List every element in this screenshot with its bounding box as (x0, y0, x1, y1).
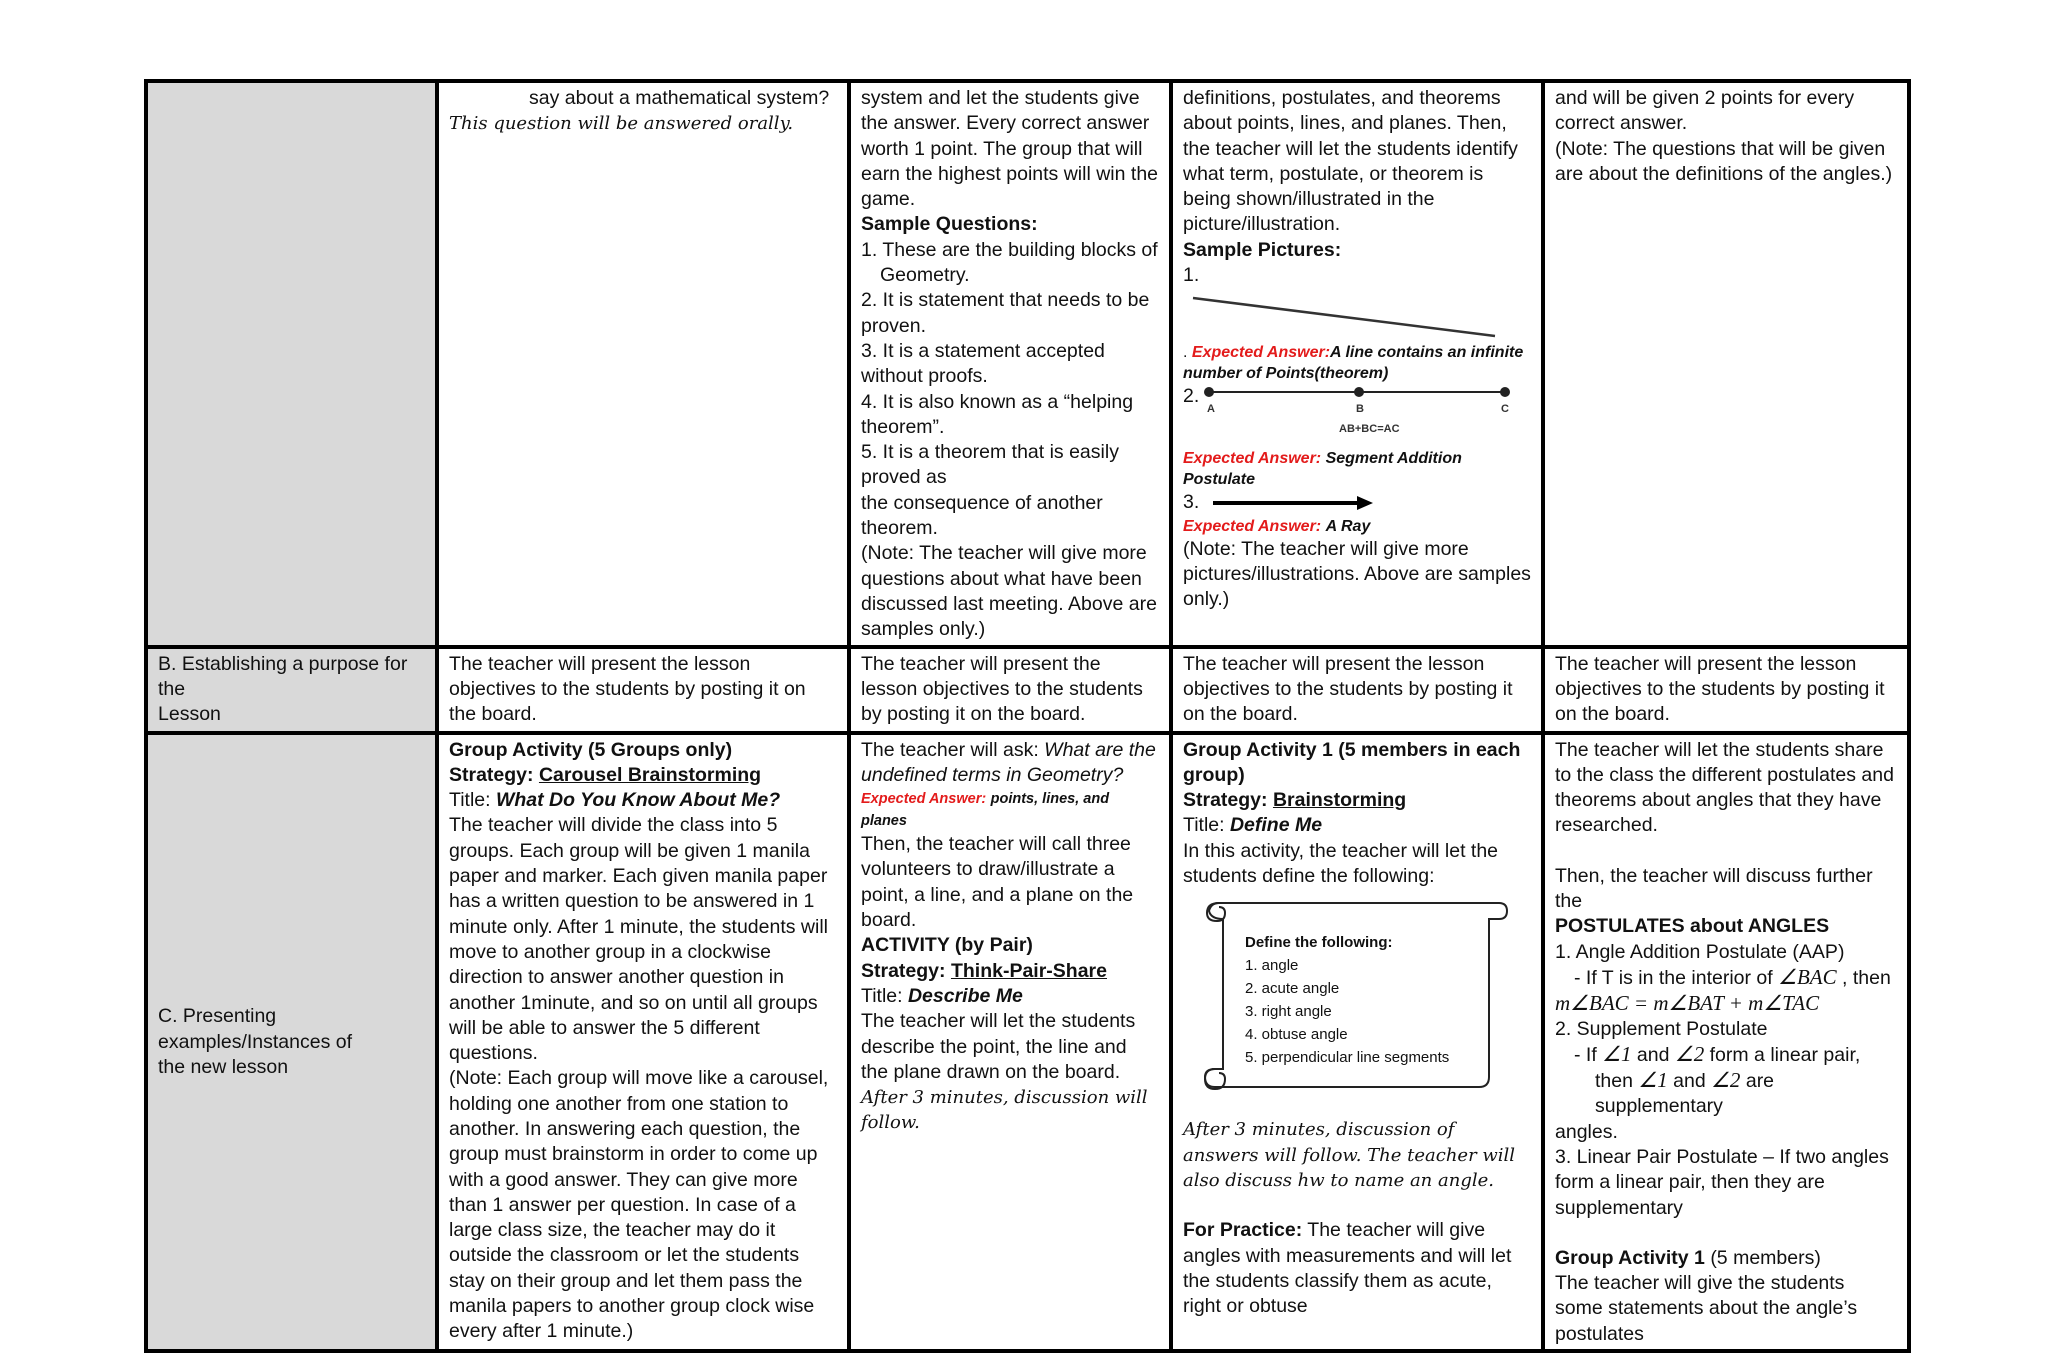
row-label-text: C. Presenting (158, 1005, 277, 1028)
supp-condition: - If ∠1 and ∠2 form a linear pair, (1574, 1041, 1861, 1066)
ray-illustration-row (1183, 490, 1531, 515)
scroll-graphic (1199, 897, 1509, 1097)
title-line: Title: What Do You Know About Me? (449, 789, 781, 812)
cell-row-b-col3 (1171, 647, 1543, 733)
sample-pictures-heading: Sample Pictures: (1183, 238, 1342, 261)
segment-illustration (1199, 384, 1519, 438)
body-text: The teacher will divide the class into 5 groups. Each group will be given 1 manila paper and marker. Each given manila paper has a written question to be answered in 1 minute only. After 1 minute, the students will move to another group in a clockwise direction to answer another question in another 1minute, and so on until all groups will be able to answer the 5 different questions. (449, 814, 828, 1065)
ask-question: What are the undefined terms in Geometry? (861, 738, 1156, 786)
strategy-name: Think-Pair-Share (950, 959, 1107, 982)
cell-row-c-col2 (849, 733, 1171, 1352)
expected-answer-1: . Expected Answer:A line contains an infinite number of Points(theorem) (1183, 344, 1524, 383)
list-item: 2. Supplement Postulate (1555, 1017, 1768, 1040)
body-text: In this activity, the teacher will let the students define the following: (1183, 839, 1499, 888)
angle-bac: ∠BAC (1778, 964, 1837, 989)
cell-row-c-col1 (437, 733, 849, 1352)
cell-row-c-col4 (1543, 733, 1909, 1352)
ask-line: The teacher will ask: What are the undefined terms in Geometry? (861, 738, 1156, 786)
list-item: 2. acute angle (1245, 980, 1340, 998)
table-row (146, 647, 1909, 733)
point-c-label: C (1501, 403, 1510, 416)
supp-conclusion: then ∠1 and ∠2 are supplementary (1595, 1068, 1775, 1118)
activity-heading: Group Activity 1 (5 members in each group) (1183, 738, 1521, 786)
aap-equation: m∠BAC = m∠BAT + m∠TAC (1555, 991, 1820, 1016)
group-activity-line: Group Activity 1 (5 members) (1555, 1246, 1821, 1269)
strategy-line: Strategy: Think-Pair-Share (861, 959, 1107, 982)
list-item: 5. It is a theorem that is easily proved as (861, 441, 1119, 489)
cell-row-a-col1 (437, 81, 849, 647)
list-item: 2. It is statement that needs to be proven. (861, 289, 1150, 337)
note-text: (Note: Each group will move like a carousel, holding one another from one station to another. In answering each question, the group must brainstorm in order to come up with a good answer. They can give more than 1 answer per question. In case of a large class size, the teacher may do it outside the classroom or let the students stay on their group and let them pass the manila papers to another group clock wise every after 1 minute.) (449, 1067, 829, 1343)
row-label-text: the new lesson (158, 1055, 289, 1078)
list-item: 3. Linear Pair Postulate – If two angles form a linear pair, then they are supplementary (1555, 1145, 1889, 1219)
row-label-empty (146, 81, 437, 647)
segment-caption: AB+BC=AC (1339, 423, 1400, 436)
expected-answer-2 (1183, 448, 1531, 490)
picture-number: 2. (1183, 385, 1200, 408)
list-item: 1. angle (1245, 957, 1299, 975)
line-illustration (1183, 290, 1513, 340)
cell-row-c-col3 (1171, 733, 1543, 1352)
row-label-text: B. Establishing a purpose for the (158, 652, 408, 700)
cell-row-b-col1 (437, 647, 849, 733)
table-row (146, 81, 1909, 647)
body-text: and will be given 2 points for every correct answer. (1555, 87, 1855, 135)
cell-row-a-col3 (1171, 81, 1543, 647)
cell-row-a-col2 (849, 81, 1171, 647)
body-text: The teacher will present the lesson objectives to the students by posting it on the board. (1183, 652, 1513, 726)
table-row (146, 733, 1909, 1352)
activity-title: Define Me (1229, 814, 1323, 837)
body-text: The teacher will let the students share to the class the different postulates and theorems about angles that they have researched. (1555, 738, 1894, 837)
italic-note: This question will be answered orally. (449, 113, 794, 135)
scroll-heading: Define the following: (1245, 934, 1393, 952)
sample-questions-heading: Sample Questions: (861, 213, 1038, 236)
picture-number: 3. (1183, 491, 1200, 514)
body-text: The teacher will present the lesson objectives to the students by posting it on the board. (449, 652, 806, 726)
body-text: The teacher will give the students some statements about the angle’s postulates (1555, 1272, 1858, 1345)
list-item: 3. It is a statement accepted without proofs. (861, 339, 1105, 388)
strategy-name: Brainstorming (1272, 789, 1407, 812)
list-item: 3. right angle (1245, 1003, 1332, 1021)
list-item: 1. Angle Addition Postulate (AAP) (1555, 940, 1845, 963)
lesson-plan-table (144, 79, 1911, 1353)
expected-answer-text: A Ray (1325, 517, 1371, 535)
aap-condition: - If T is in the interior of ∠BAC , then (1574, 964, 1891, 989)
body-text: The teacher will present the lesson objectives to the students by posting it on the board. (1555, 652, 1885, 726)
body-text: angles. (1555, 1120, 1618, 1143)
row-label-b (146, 647, 437, 733)
note-text: (Note: The questions that will be given are about the definitions of the angles.) (1555, 137, 1893, 185)
row-label-c (146, 733, 437, 1352)
strategy-line: Strategy: Carousel Brainstorming (449, 763, 762, 786)
cell-row-b-col4 (1543, 647, 1909, 733)
list-item: 4. It is also known as a “helping theorem”. (861, 390, 1134, 438)
postulates-heading: POSTULATES about ANGLES (1555, 915, 1830, 938)
activity-heading: ACTIVITY (by Pair) (861, 934, 1033, 957)
row-label-text: Lesson (158, 703, 221, 726)
picture-number: 1. (1183, 264, 1200, 287)
segment-illustration-row (1183, 384, 1531, 438)
cell-row-a-col4 (1543, 81, 1909, 647)
expected-answer-label: Expected Answer: (1191, 344, 1331, 362)
activity-heading: Group Activity (5 Groups only) (449, 738, 733, 761)
list-item: 1. These are the building blocks of (861, 238, 1158, 261)
scroll-content (1245, 931, 1449, 1069)
intro-text: definitions, postulates, and theorems about points, lines, and planes. Then, the teacher will let the students identify what term, postulate, or theorem is being shown/illustrated in the picture/illustration. (1183, 87, 1518, 236)
list-item: 5. perpendicular line segments (1245, 1049, 1450, 1067)
list-item: 4. obtuse angle (1245, 1026, 1348, 1044)
note-text: (Note: The teacher will give more pictures/illustrations. Above are samples only.) (1183, 537, 1531, 611)
list-item: Geometry. (880, 264, 970, 287)
note-text: (Note: The teacher will give more questions about what have been discussed last meeting. Above are samples only.) (861, 542, 1157, 641)
title-line: Title: Describe Me (861, 984, 1023, 1007)
italic-note: After 3 minutes, discussion of answers will follow. The teacher will also discuss hw to name an angle. (1183, 1119, 1516, 1191)
intro-text: system and let the students give the answer. Every correct answer worth 1 point. The group that will earn the highest points will win the game. (861, 87, 1159, 211)
point-b-label: B (1356, 403, 1365, 416)
practice-line: For Practice: The teacher will give angles with measurements and will let the students classify them as acute, right or obtuse (1183, 1219, 1512, 1318)
italic-note: After 3 minutes, discussion will follow. (861, 1087, 1148, 1134)
body-text: The teacher will present the lesson objectives to the students by posting it on the board. (861, 652, 1143, 726)
list-item: the consequence of another theorem. (861, 491, 1103, 540)
expected-answer-label: Expected Answer: (1183, 517, 1322, 535)
text-line: say about a mathematical system? (529, 87, 830, 109)
activity-title: What Do You Know About Me? (495, 789, 781, 812)
cell-row-b-col2 (849, 647, 1171, 733)
body-text: Then, the teacher will call three volunteers to draw/illustrate a point, a line, and a plane on the board. (861, 833, 1134, 932)
body-text: The teacher will let the students describe the point, the line and the plane drawn on the board. (861, 1010, 1136, 1083)
expected-answer-label: Expected Answer: (1183, 450, 1322, 468)
expected-answer: Expected Answer: points, lines, and planes (861, 791, 1110, 830)
body-text: Then, the teacher will discuss further the (1555, 864, 1873, 913)
title-line: Title: Define Me (1183, 814, 1323, 837)
ray-illustration (1199, 492, 1379, 514)
point-a-label: A (1207, 403, 1216, 416)
row-label-text: examples/Instances of (158, 1030, 353, 1053)
strategy-line: Strategy: Brainstorming (1183, 789, 1407, 812)
expected-answer-3 (1183, 516, 1531, 537)
strategy-name: Carousel Brainstorming (538, 763, 762, 786)
activity-title: Describe Me (907, 984, 1023, 1007)
expected-answer-text: Segment Addition Postulate (1183, 450, 1462, 489)
expected-answer-text: A line contains an infinite number of Points(theorem) (1183, 344, 1524, 383)
